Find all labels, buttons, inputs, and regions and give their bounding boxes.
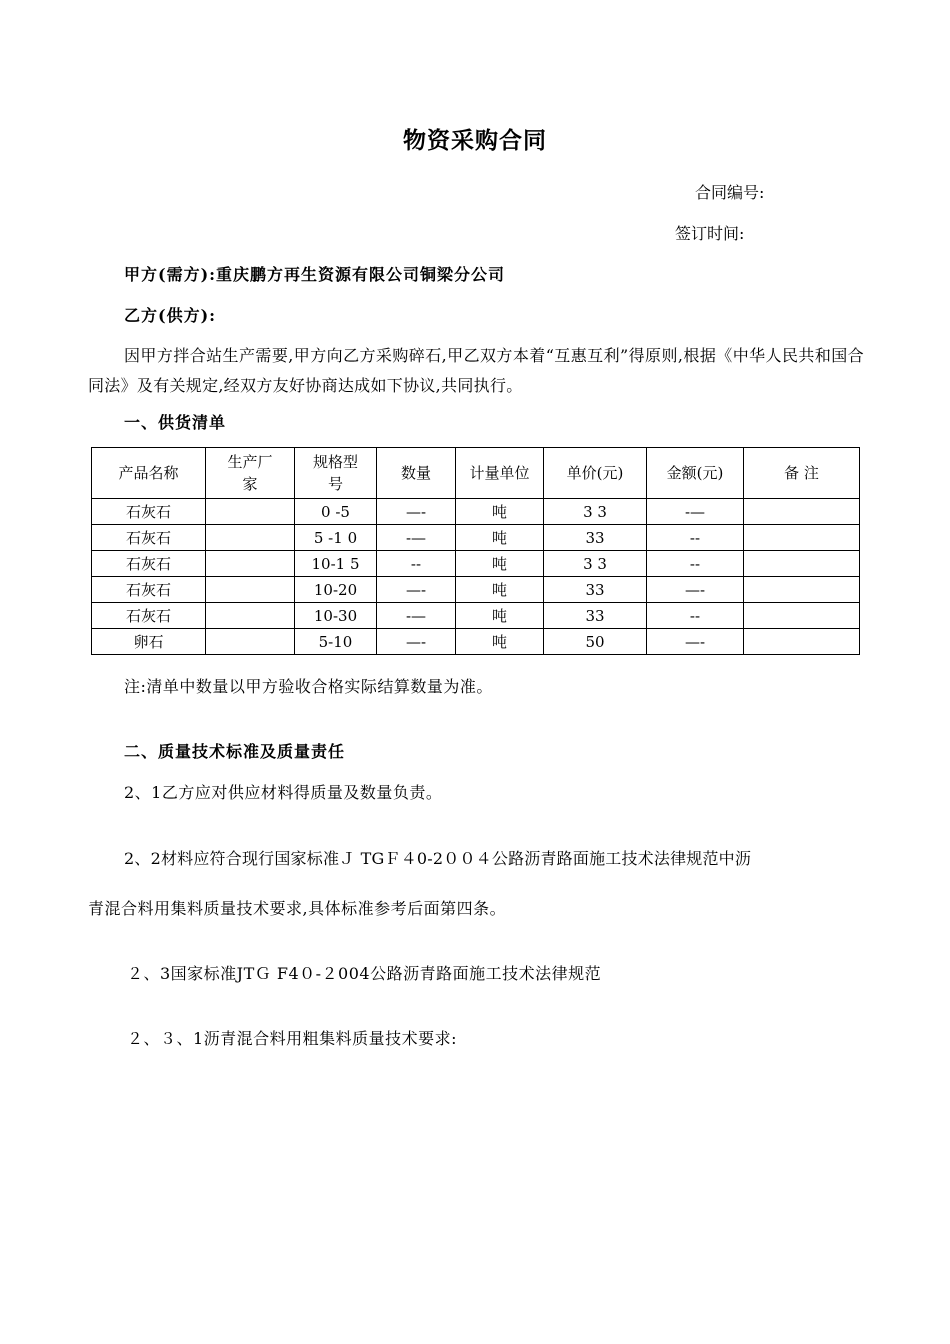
cell-amount: -— xyxy=(647,499,744,525)
cell-price: 33 xyxy=(544,525,647,551)
cell-amount: —- xyxy=(647,577,744,603)
clause-2-3-1: ２、３、1沥青混合料用粗集料质量技术要求: xyxy=(127,1029,458,1048)
cell-price: 33 xyxy=(544,603,647,629)
cell-quantity: —- xyxy=(377,577,456,603)
clause-2-3: ２、3国家标准JTＧ F4０-２004公路沥青路面施工技术法律规范 xyxy=(127,964,602,983)
section-1-heading: 一、供货清单 xyxy=(124,413,227,432)
cell-manufacturer xyxy=(206,603,295,629)
cell-price: 50 xyxy=(544,629,647,655)
cell-product: 石灰石 xyxy=(92,551,206,577)
table-row xyxy=(92,551,860,577)
header-unit-price: 单价(元) xyxy=(544,448,647,499)
table-header-row xyxy=(92,448,860,499)
header-remarks: 备 注 xyxy=(744,448,860,499)
cell-unit: 吨 xyxy=(456,577,544,603)
cell-quantity: -— xyxy=(377,525,456,551)
cell-spec: 5 -1 0 xyxy=(295,525,377,551)
cell-manufacturer xyxy=(206,499,295,525)
cell-remarks xyxy=(744,577,860,603)
cell-manufacturer xyxy=(206,577,295,603)
cell-remarks xyxy=(744,525,860,551)
table-row xyxy=(92,499,860,525)
cell-amount: —- xyxy=(647,629,744,655)
header-unit xyxy=(456,448,544,499)
clause-2-2-line1: 2、2材料应符合现行国家标准Ｊ TGＦ４0-2００４公路沥青路面施工技术法律规范中沥 xyxy=(124,849,752,868)
document-title: 物资采购合同 xyxy=(403,127,547,154)
cell-remarks xyxy=(744,499,860,525)
header-unit-text: 计量单位 xyxy=(469,464,530,482)
header-product-name: 产品名称 xyxy=(92,448,206,499)
cell-price: 3 3 xyxy=(544,551,647,577)
supply-list-table xyxy=(91,447,860,655)
header-manufacturer-text: 生产厂家 xyxy=(227,453,273,493)
party-a: 甲方(需方):重庆鹏方再生资源有限公司铜梁分公司 xyxy=(124,265,506,284)
cell-quantity: -- xyxy=(377,551,456,577)
table-row xyxy=(92,603,860,629)
cell-remarks xyxy=(744,629,860,655)
cell-quantity: -— xyxy=(377,603,456,629)
cell-remarks xyxy=(744,603,860,629)
section-2-heading: 二、质量技术标准及质量责任 xyxy=(124,742,346,761)
cell-spec: 5-10 xyxy=(295,629,377,655)
contract-number-label: 合同编号: xyxy=(695,183,765,202)
table-note: 注:清单中数量以甲方验收合格实际结算数量为准。 xyxy=(124,677,493,696)
header-spec-model-text: 规格型号 xyxy=(312,453,358,493)
cell-product: 石灰石 xyxy=(92,499,206,525)
intro-paragraph: 因甲方拌合站生产需要,甲方向乙方采购碎石,甲乙双方本着“互惠互利”得原则,根据《中华人民共和国合同法》及有关规定,经双方友好协商达成如下协议,共同执行。 xyxy=(88,346,864,395)
cell-manufacturer xyxy=(206,629,295,655)
cell-unit: 吨 xyxy=(456,629,544,655)
cell-amount: -- xyxy=(647,551,744,577)
cell-spec: 10-20 xyxy=(295,577,377,603)
party-b: 乙方(供方): xyxy=(124,306,217,325)
cell-amount: -- xyxy=(647,525,744,551)
sign-time-label: 签订时间: xyxy=(675,224,745,243)
cell-remarks xyxy=(744,551,860,577)
cell-manufacturer xyxy=(206,551,295,577)
cell-product: 石灰石 xyxy=(92,603,206,629)
cell-product: 石灰石 xyxy=(92,525,206,551)
cell-unit: 吨 xyxy=(456,603,544,629)
cell-unit: 吨 xyxy=(456,499,544,525)
clause-2-2-line2: 青混合料用集料质量技术要求,具体标准参考后面第四条。 xyxy=(88,899,507,918)
cell-price: 33 xyxy=(544,577,647,603)
cell-amount: -- xyxy=(647,603,744,629)
table-row xyxy=(92,525,860,551)
cell-spec: 10-30 xyxy=(295,603,377,629)
header-spec-model xyxy=(295,448,377,499)
header-quantity: 数量 xyxy=(377,448,456,499)
cell-unit: 吨 xyxy=(456,525,544,551)
cell-unit: 吨 xyxy=(456,551,544,577)
header-amount: 金额(元) xyxy=(647,448,744,499)
cell-product: 石灰石 xyxy=(92,577,206,603)
cell-quantity: —- xyxy=(377,499,456,525)
cell-product: 卵石 xyxy=(92,629,206,655)
table-row xyxy=(92,629,860,655)
cell-manufacturer xyxy=(206,525,295,551)
cell-price: 3 3 xyxy=(544,499,647,525)
cell-quantity: —- xyxy=(377,629,456,655)
cell-spec: 0 -5 xyxy=(295,499,377,525)
table-row xyxy=(92,577,860,603)
cell-spec: 10-1 5 xyxy=(295,551,377,577)
clause-2-1: 2、1乙方应对供应材料得质量及数量负责。 xyxy=(124,783,443,802)
header-manufacturer xyxy=(206,448,295,499)
